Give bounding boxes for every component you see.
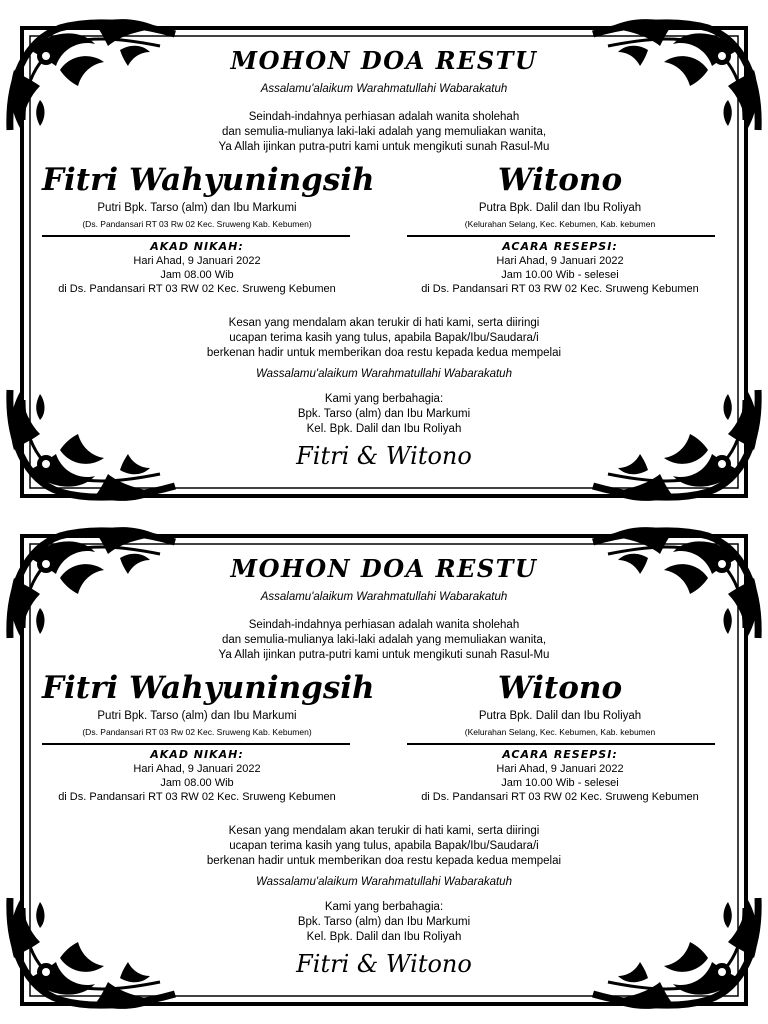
divider xyxy=(407,235,715,237)
resepsi-title: ACARA RESEPSI: xyxy=(502,240,618,253)
divider xyxy=(407,743,715,745)
resepsi-details: Hari Ahad, 9 Januari 2022 Jam 10.00 Wib - selesei di Ds. Pandansari RT 03 RW 02 Kec. Sruweng Kebumen xyxy=(421,255,699,295)
opening-verse: Seindah-indahnya perhiasan adalah wanita sholehah dan semulia-mulianya laki-laki adalah yang memuliakan wanita, Ya Allah ijinkan putra-putri kami untuk mengikuti sunah Rasul-Mu xyxy=(218,111,550,153)
resepsi-title: ACARA RESEPSI: xyxy=(502,748,618,761)
invitation-card-2 xyxy=(0,518,768,1018)
bride-address: (Ds. Pandansari RT 03 Rw 02 Kec. Sruweng Kab. Kebumen) xyxy=(82,727,312,737)
bride-address: (Ds. Pandansari RT 03 Rw 02 Kec. Sruweng Kab. Kebumen) xyxy=(82,219,312,229)
opening-greeting: Assalamu'alaikum Warahmatullahi Wabarakatuh xyxy=(260,591,508,603)
invitation-title: MOHON DOA RESTU xyxy=(230,554,538,583)
invitation-message: Kesan yang mendalam akan terukir di hati kami, serta diiringi ucapan terima kasih yang tulus, apabila Bapak/Ibu/Saudara/i berkenan hadir untuk memberikan doa restu kepada kedua mempelai xyxy=(206,317,562,359)
bride-parents: Putri Bpk. Tarso (alm) dan Ibu Markumi xyxy=(97,710,297,722)
invitation-message: Kesan yang mendalam akan terukir di hati kami, serta diiringi ucapan terima kasih yang tulus, apabila Bapak/Ibu/Saudara/i berkenan hadir untuk memberikan doa restu kepada kedua mempelai xyxy=(206,825,562,867)
akad-title: AKAD NIKAH: xyxy=(150,240,244,253)
divider xyxy=(42,235,350,237)
akad-title: AKAD NIKAH: xyxy=(150,748,244,761)
groom-address: (Kelurahan Selang, Kec. Kebumen, Kab. kebumen xyxy=(464,219,656,229)
groom-parents: Putra Bpk. Dalil dan Ibu Roliyah xyxy=(478,710,642,722)
closing-greeting: Wassalamu'alaikum Warahmatullahi Wabarakatuh xyxy=(256,368,512,380)
akad-details: Hari Ahad, 9 Januari 2022 Jam 08.00 Wib di Ds. Pandansari RT 03 RW 02 Kec. Sruweng Kebumen xyxy=(58,763,336,803)
groom-name: Witono xyxy=(497,162,623,198)
divider xyxy=(42,743,350,745)
akad-details: Hari Ahad, 9 Januari 2022 Jam 08.00 Wib di Ds. Pandansari RT 03 RW 02 Kec. Sruweng Kebumen xyxy=(58,255,336,295)
bride-name: Fitri Wahyuningsih xyxy=(42,162,375,198)
opening-verse: Seindah-indahnya perhiasan adalah wanita sholehah dan semulia-mulianya laki-laki adalah yang memuliakan wanita, Ya Allah ijinkan putra-putri kami untuk mengikuti sunah Rasul-Mu xyxy=(218,619,550,661)
bride-name: Fitri Wahyuningsih xyxy=(42,670,375,706)
couple-signature: Fitri & Witono xyxy=(296,950,472,978)
hosts: Kami yang berbahagia: Bpk. Tarso (alm) dan Ibu Markumi Kel. Bpk. Dalil dan Ibu Roliyah xyxy=(297,901,471,943)
bride-parents: Putri Bpk. Tarso (alm) dan Ibu Markumi xyxy=(97,202,297,214)
invitation-card-1 xyxy=(0,10,768,510)
hosts: Kami yang berbahagia: Bpk. Tarso (alm) dan Ibu Markumi Kel. Bpk. Dalil dan Ibu Roliyah xyxy=(297,393,471,435)
groom-name: Witono xyxy=(497,670,623,706)
groom-parents: Putra Bpk. Dalil dan Ibu Roliyah xyxy=(478,202,642,214)
couple-signature: Fitri & Witono xyxy=(296,442,472,470)
closing-greeting: Wassalamu'alaikum Warahmatullahi Wabarakatuh xyxy=(256,876,512,888)
resepsi-details: Hari Ahad, 9 Januari 2022 Jam 10.00 Wib - selesei di Ds. Pandansari RT 03 RW 02 Kec. Sruweng Kebumen xyxy=(421,763,699,803)
groom-address: (Kelurahan Selang, Kec. Kebumen, Kab. kebumen xyxy=(464,727,656,737)
opening-greeting: Assalamu'alaikum Warahmatullahi Wabarakatuh xyxy=(260,83,508,95)
invitation-title: MOHON DOA RESTU xyxy=(230,46,538,75)
